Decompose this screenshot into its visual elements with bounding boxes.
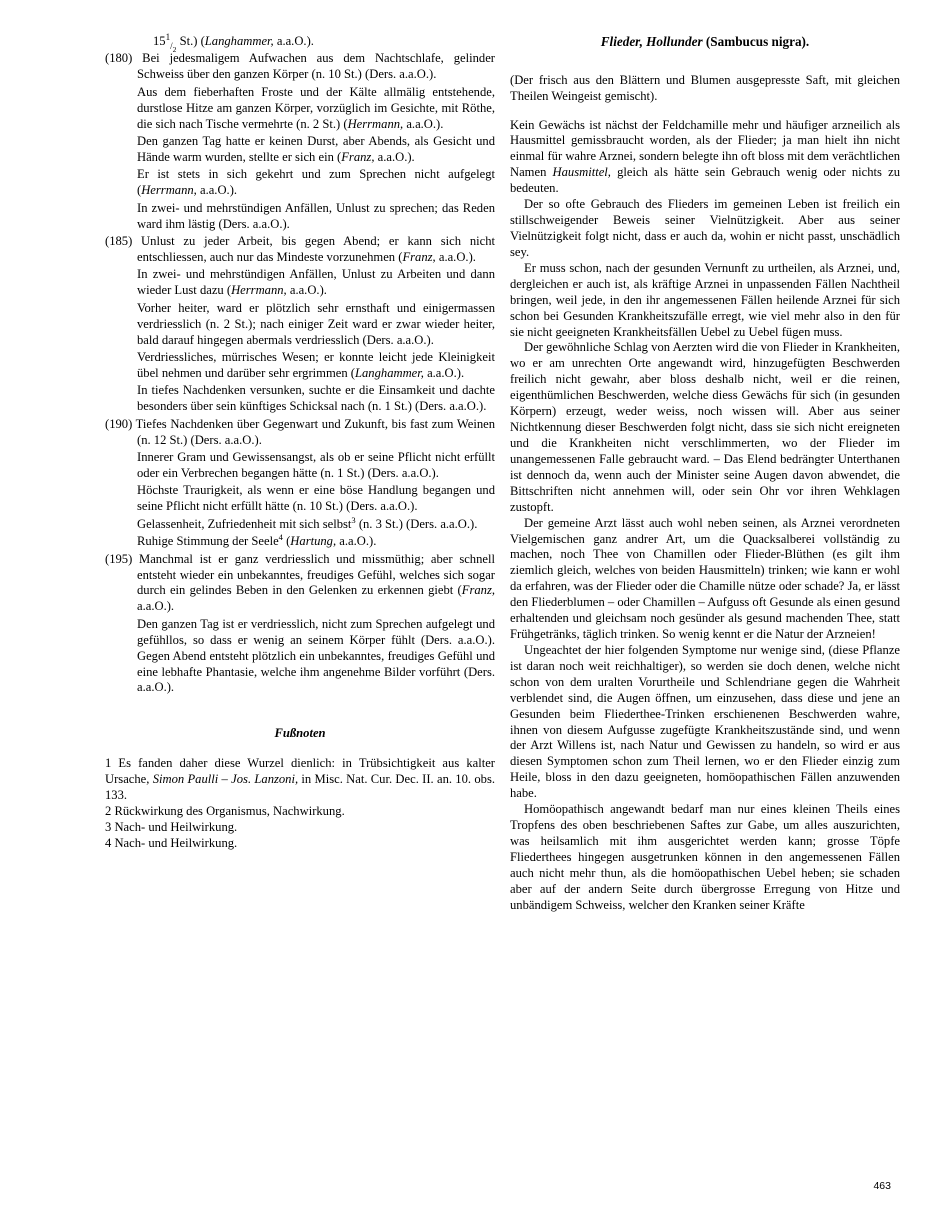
paragraph-b10: Verdriessliches, mürrisches Wesen; er konnte leicht jede Kleinigkeit übel nehmen und darüber sehr ergrimmen (Langhammer, a.a.O.).	[137, 350, 495, 380]
footnote-1: 1 Es fanden daher diese Wurzel dienlich: in Trübsichtigkeit aus kalter Ursache, Simon Paulli – Jos. Lanzoni, in Misc. Nat. Cur. Dec. II. an. 10. obs. 133.	[105, 756, 495, 803]
paragraph-b8: In zwei- und mehrstündigen Anfällen, Unlust zu Arbeiten und dann wieder Lust dazu (Herrmann, a.a.O.).	[137, 267, 495, 298]
footnote-3: 3 Nach- und Heilwirkung.	[105, 820, 238, 835]
footnotes-heading: Fußnoten	[274, 726, 326, 741]
paragraph-b13: Innerer Gram und Gewissensangst, als ob er seine Pflicht nicht erfüllt oder ein Verbrechen begangen hätte (n. 1 St.) (Ders. a.a.O.).	[137, 450, 495, 480]
left-text-column	[105, 31, 495, 852]
paragraph-b11: In tiefes Nachdenken versunken, suchte er die Einsamkeit und dachte besonders über sein künftiges Schicksal nach (n. 1 St.) (Ders. a.a.O.).	[137, 383, 495, 414]
footnotes-list	[105, 756, 495, 852]
paragraph-b1: $15^1_{/_2}$ St.) (Langhammer, a.a.O.).	[153, 31, 314, 54]
paragraph-b2: (180) Bei jedesmaligem Aufwachen aus dem Nachtschlafe, gelinder Schweiss über den ganzen Körper (n. 10 St.) (Ders. a.a.O.).	[105, 51, 495, 82]
paragraph-b3: Aus dem fieberhaften Froste und der Kälte allmälig entstehende, durstlose Hitze am ganzen Körper, vorzüglich im Gesichte, mit Röthe, die sich nach Tische vermehrte (n. 2 St.) (Herrmann, a.a.O.).	[137, 84, 495, 131]
right-column-body	[510, 73, 900, 914]
paragraph-b7: (185) Unlust zu jeder Arbeit, bis gegen Abend; er kann sich nicht entschliessen, auch nur das Mindeste vorzunehmen (Franz, a.a.O.).	[105, 234, 495, 264]
paragraph-b17: (195) Manchmal ist er ganz verdriesslich und missmüthig; aber schnell entsteht wieder ein unbekanntes, freudiges Gefühl, welches sich sogar durch ein gelindes Beben in den Gelenken zu erkennen giebt (Franz, a.a.O.).	[105, 551, 495, 614]
footnote-2: 2 Rückwirkung des Organismus, Nachwirkung.	[105, 804, 345, 819]
page-number: 463	[873, 1180, 891, 1192]
footnote-4: 4 Nach- und Heilwirkung.	[105, 836, 238, 851]
paragraph-b18: Den ganzen Tag ist er verdriesslich, nicht zum Sprechen aufgelegt und gefühllos, so dass er wenig an seinem Körper fühlt (Ders. a.a.O.). Gegen Abend entsteht plötzlich ein unbekanntes, freudiges Gefühl und eine lebhafte Phantasie, welche ihm angenehme Bilder vorführt (Ders. a.a.O.).	[137, 616, 495, 695]
paragraph-r4: Er muss schon, nach der gesunden Vernunft zu urtheilen, als Arznei, und, dergleichen er auch ist, als kräftige Arznei in unpassenden Fällen Nachtheil bringen, weil jede, in den ihr angemessenen Fällen heilende Arznei für sich schon bei Gesunden Krankheitszufälle erregt, wie viel mehr also in den für sie nicht geeigneten Krankheitsfällen Uebel zu Uebel fügen muss.	[510, 260, 900, 339]
right-text-column	[510, 34, 900, 914]
paragraph-r3: Der so ofte Gebrauch des Flieders im gemeinen Leben ist freilich ein stillschweigender Beweis seiner Vielnützigkeit. Aber aus seiner Vielnützigkeit folgt nicht, dass er auch da, wohin er nicht passt, unschädlich sey.	[510, 197, 900, 259]
paragraph-r7: Ungeachtet der hier folgenden Symptome nur wenige sind, (diese Pflanze ist daran noch weit reichhaltiger), so werden sie doch denen, welche nicht schon von dem uralten Vorurtheile und Schlendriane gegen die Wahrheit verblendet sind, die Augen öffnen, um einzusehen, dass diese und jene an Gesunden beim Fliederthee-Trinken erschienenen Beschwerden wahre, ihnen von diesem Aufgusse zugefügte Krankheitszustände sind, und wenn der Arzt Willens ist, nach Natur und Gewissen zu handeln, so wird er aus diesen Symptomen schon zum Theil lernen, wo er den Flieder einzig zum Heile, bloss in den dazu geeigneten, homöopathischen Fällen anzuwenden habe.	[510, 642, 900, 801]
paragraph-r8: Homöopathisch angewandt bedarf man nur eines kleinen Theils eines Tropfens des oben beschriebenen Saftes zur Gabe, um alles auszurichten, was heilsamlich mit ihm ausgerichtet werden kann; grosse Töpfe Fliederthees hingegen ausgetrunken können in den angemessenen Fällen auch nicht mehr thun, als die homöopathischen Uebel heben; sie schaden aber auf der andern Seite durch übergrosse Erregung von Hitze und unbändigem Schweiss, welcher den Kranken seiner Kräfte	[510, 802, 900, 912]
paragraph-b14: Höchste Traurigkeit, als wenn er eine böse Handlung begangen und seine Pflicht nicht erfüllt hätte (n. 10 St.) (Ders. a.a.O.).	[137, 483, 495, 514]
paragraph-b5: Er ist stets in sich gekehrt und zum Sprechen nicht aufgelegt (Herrmann, a.a.O.).	[137, 167, 495, 198]
paragraph-r5: Der gewöhnliche Schlag von Aerzten wird die von Flieder in Krankheiten, wo er am unrechten Orte angewandt wird, hinzugefügten Beschwerden freilich nicht gewahr, aber bloss deshalb nicht, weil er die reinen, eigenthümlichen Beschwerden, welche diess Gewächs für sich (in gesunden Körpern) erzeugt, weder weiss, noch wissen will. Aber aus seiner Nichtkennung dieser Beschwerden folgt nicht, dass sie sich nicht ereigneten und die Krankheiten nicht verschlimmerten, wo der Flieder im unangemessenen Falle gebraucht ward. – Das Elend bedrängter Unterthanen ist dennoch da, wenn auch der Minister seine Augen davon abwendet, die Bittschriften nicht annehmen will, oder sein Ohr vor ihren Wehklagen zustopft.	[510, 340, 900, 514]
section-heading: Flieder, Hollunder (Sambucus nigra).	[600, 34, 810, 49]
paragraph-r2: Kein Gewächs ist nächst der Feldchamille mehr und häufiger arzneilich als Hausmittel gemissbraucht worden, als der Flieder; ja man hielt ihn nicht einmal für wahre Arznei, sondern belegte ihn oft bloss mit dem verächtlichen Namen Hausmittel, gleich als hätte sein Gebrauch wenig oder nichts zu bedeuten.	[510, 117, 900, 196]
paragraph-b4: Den ganzen Tag hatte er keinen Durst, aber Abends, als Gesicht und Hände warm wurden, stellte er sich ein (Franz, a.a.O.).	[137, 134, 495, 164]
paragraph-b9: Vorher heiter, ward er plötzlich sehr ernsthaft und einigermassen verdriesslich (n. 2 St.); nach einiger Zeit ward er zwar wieder heiter, bald darauf hingegen abermals verdriesslich (Ders. a.a.O.).	[137, 300, 495, 347]
paragraph-b16: Ruhige Stimmung der Seele$^4$ (Hartung, a.a.O.).	[137, 531, 377, 549]
paragraph-b6: In zwei- und mehrstündigen Anfällen, Unlust zu sprechen; das Reden ward ihm lästig (Ders. a.a.O.).	[137, 200, 495, 231]
left-column-body	[105, 31, 495, 696]
paragraph-r1: (Der frisch aus den Blättern und Blumen ausgepresste Saft, mit gleichen Theilen Weingeist gemischt).	[510, 72, 900, 103]
paragraph-b15: Gelassenheit, Zufriedenheit mit sich selbst$^3$ (n. 3 St.) (Ders. a.a.O.).	[137, 514, 478, 531]
paragraph-r6: Der gemeine Arzt lässt auch wohl neben seinen, als Arznei verordneten Vielgemischen ganz andrer Art, um die Quacksalberei vollständig zu machen, noch Thee von Chamillen oder Flieder-Blüthen (es gilt ihm ziemlich gleich, welches von beiden Hausmitteln) trinken; wie kann er wohl da erfahren, was der Flieder oder die Chamille nütze oder schade? Ja, er lässt den Fliederblumen – oder Chamillen – Aufguss oft Gesunde als einen gesund erhaltenden und gleichsam noch gesünder als gesund machenden Thee, statt Frühgetränks, täglich trinken. So wenig kennt er die Natur der Arzneien!	[510, 515, 900, 642]
paragraph-b12: (190) Tiefes Nachdenken über Gegenwart und Zukunft, bis fast zum Weinen (n. 12 St.) (Ders. a.a.O.).	[105, 416, 495, 447]
